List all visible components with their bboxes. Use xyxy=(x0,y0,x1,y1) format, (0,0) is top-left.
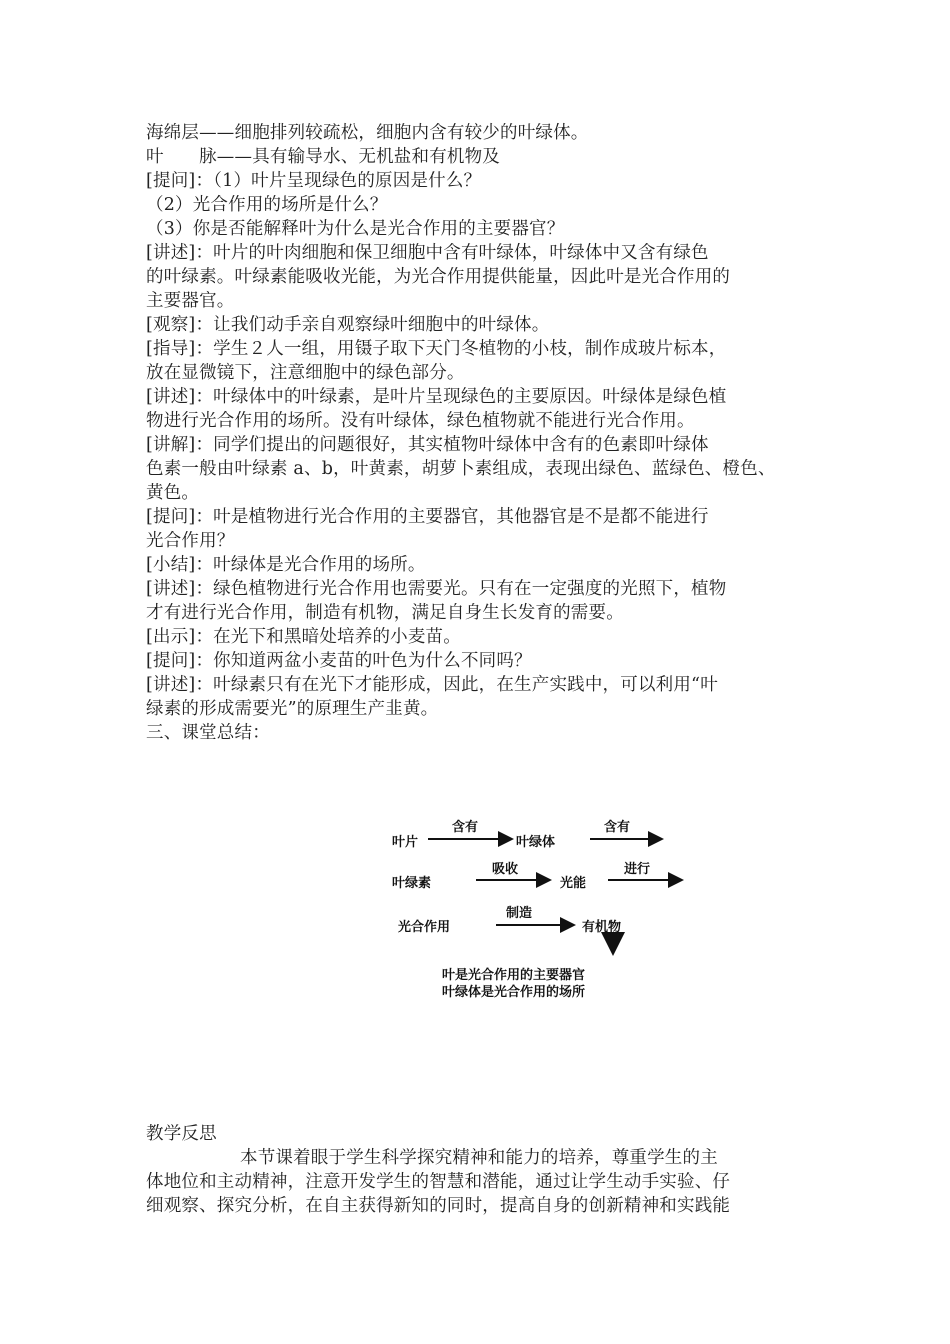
text-line: [讲述]：叶片的叶肉细胞和保卫细胞中含有叶绿体，叶绿体中又含有绿色 xyxy=(146,243,709,263)
diagram-label-contains-1: 含有 xyxy=(452,820,479,835)
text-line: [小结]：叶绿体是光合作用的场所。 xyxy=(146,555,426,575)
text-line: 黄色。 xyxy=(146,483,200,503)
text-line: [提问]：你知道两盆小麦苗的叶色为什么不同吗？ xyxy=(146,651,532,671)
text-line: 体地位和主动精神，注意开发学生的智慧和潜能，通过让学生动手实验、仔 xyxy=(146,1172,731,1192)
text-line: [观察]：让我们动手亲自观察绿叶细胞中的叶绿体。 xyxy=(146,315,550,335)
text-line: 海绵层——细胞排列较疏松，细胞内含有较少的叶绿体。 xyxy=(146,123,589,143)
section-heading: 三、课堂总结： xyxy=(146,723,270,743)
diagram-chlorophyll: 叶绿素 xyxy=(392,876,432,891)
text-line: [讲述]：绿色植物进行光合作用也需要光。只有在一定强度的光照下，植物 xyxy=(146,579,727,599)
text-line: 的叶绿素。叶绿素能吸收光能，为光合作用提供能量，因此叶是光合作用的 xyxy=(146,267,731,287)
lesson-body xyxy=(146,121,826,745)
diagram-photosynthesis: 光合作用 xyxy=(398,920,451,935)
text-line: [指导]：学生２人一组，用镊子取下天门冬植物的小枝，制作成玻片标本， xyxy=(146,339,727,359)
text-line: [提问]：叶是植物进行光合作用的主要器官，其他器官是不是都不能进行 xyxy=(146,507,709,527)
text-line: （2）光合作用的场所是什么？ xyxy=(146,195,388,215)
teaching-reflection xyxy=(146,1122,826,1218)
text-line: 色素一般由叶绿素 a、b，叶黄素，胡萝卜素组成，表现出绿色、蓝绿色、橙色、 xyxy=(146,459,776,479)
text-line: （3）你是否能解释叶为什么是光合作用的主要器官？ xyxy=(146,219,565,239)
text-line: 放在显微镜下，注意细胞中的绿色部分。 xyxy=(146,363,465,383)
diagram-label-perform: 进行 xyxy=(624,862,651,877)
text-line: 物进行光合作用的场所。没有叶绿体，绿色植物就不能进行光合作用。 xyxy=(146,411,695,431)
text-line: [讲述]：叶绿体中的叶绿素，是叶片呈现绿色的主要原因。叶绿体是绿色植 xyxy=(146,387,727,407)
text-line: [出示]：在光下和黑暗处培养的小麦苗。 xyxy=(146,627,461,647)
diagram-conclusion-1: 叶是光合作用的主要器官 xyxy=(442,968,586,983)
reflection-heading: 教学反思 xyxy=(146,1124,217,1144)
diagram-organic-matter: 有机物 xyxy=(582,920,622,935)
summary-diagram xyxy=(390,810,710,1000)
text-line: 叶 脉——具有输导水、无机盐和有机物及 xyxy=(146,147,500,167)
text-line: 光合作用？ xyxy=(146,531,235,551)
diagram-label-absorb: 吸收 xyxy=(492,862,519,877)
text-line: 绿素的形成需要光”的原理生产韭黄。 xyxy=(146,699,439,719)
diagram-label-produce: 制造 xyxy=(506,906,533,921)
text-line: 细观察、探究分析，在自主获得新知的同时，提高自身的创新精神和实践能 xyxy=(146,1196,731,1216)
text-line: [讲解]：同学们提出的问题很好，其实植物叶绿体中含有的色素即叶绿体 xyxy=(146,435,709,455)
diagram-leaf: 叶片 xyxy=(392,835,419,850)
text-line: [提问]：（1）叶片呈现绿色的原因是什么？ xyxy=(146,171,482,191)
diagram-conclusion-2: 叶绿体是光合作用的场所 xyxy=(442,985,586,1000)
diagram-light-energy: 光能 xyxy=(560,876,587,891)
text-line: 本节课着眼于学生科学探究精神和能力的培养，尊重学生的主 xyxy=(240,1148,718,1168)
diagram-chloroplast: 叶绿体 xyxy=(516,835,556,850)
diagram-label-contains-2: 含有 xyxy=(604,820,631,835)
text-line: [讲述]：叶绿素只有在光下才能形成，因此，在生产实践中，可以利用“叶 xyxy=(146,675,718,695)
text-line: 才有进行光合作用，制造有机物，满足自身生长发育的需要。 xyxy=(146,603,624,623)
text-line: 主要器官。 xyxy=(146,291,235,311)
